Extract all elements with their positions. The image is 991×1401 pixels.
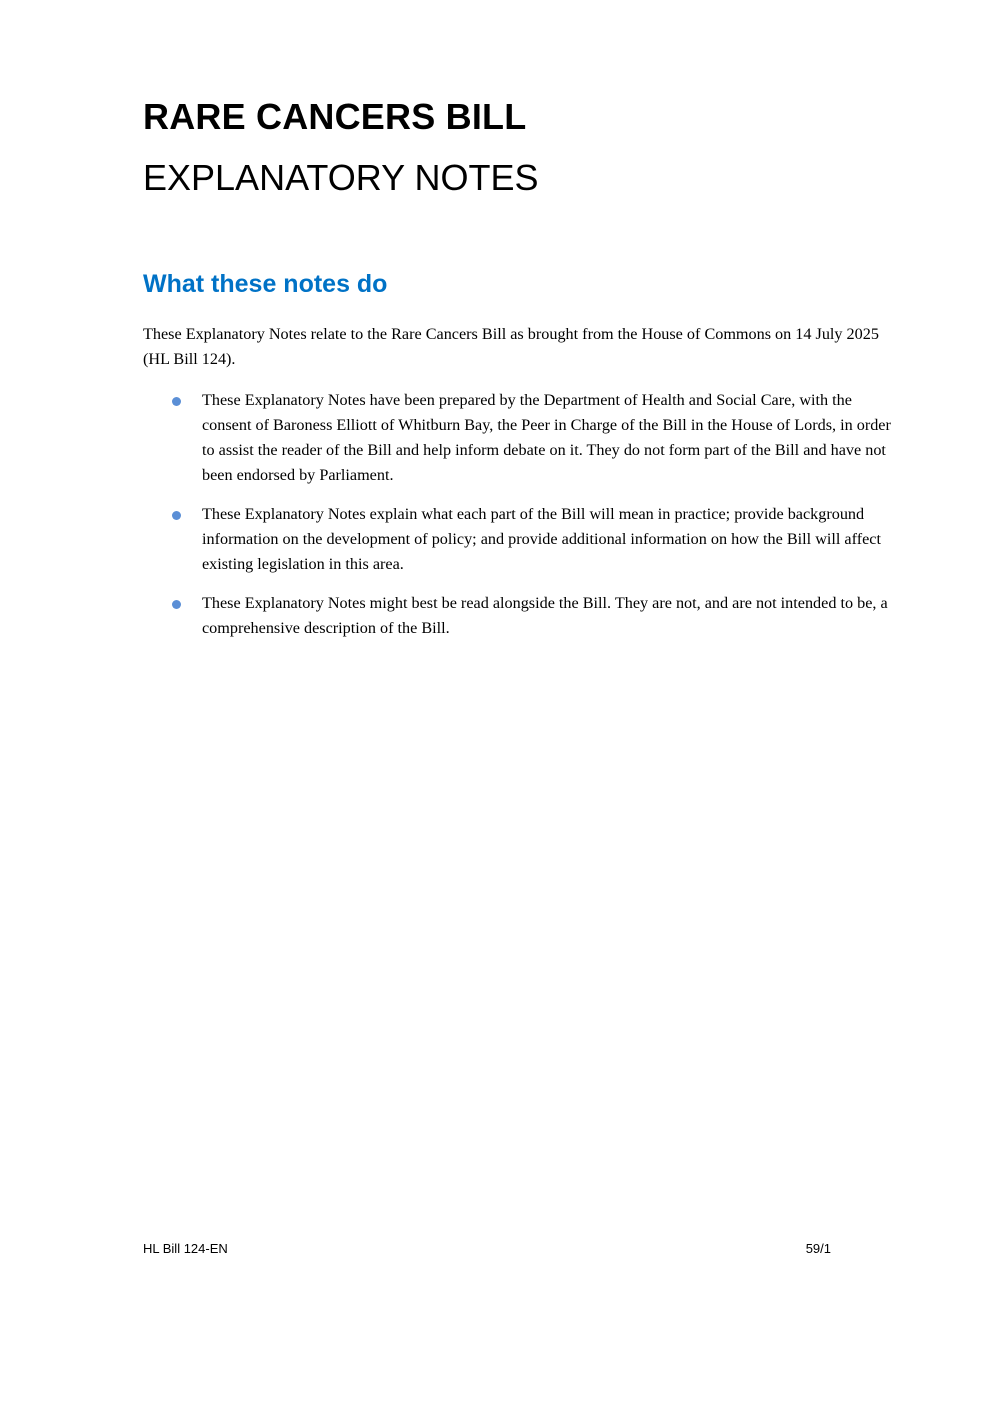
bullet-item bbox=[143, 388, 903, 488]
bullet-text: These Explanatory Notes might best be read alongside the Bill. They are not, and are not intended to be, a comprehensive description of the Bill. bbox=[202, 594, 888, 637]
bullet-text: These Explanatory Notes explain what each part of the Bill will mean in practice; provide background information on the development of policy; and provide additional information on how the Bill will affect existing legislation in this area. bbox=[202, 505, 881, 573]
bullet-dot-icon bbox=[172, 511, 181, 520]
bullet-list bbox=[143, 388, 903, 655]
section-heading: What these notes do bbox=[143, 270, 388, 298]
footer-bill-reference: HL Bill 124-EN bbox=[143, 1241, 228, 1256]
bullet-dot-icon bbox=[172, 600, 181, 609]
bullet-item bbox=[143, 591, 903, 641]
bullet-item bbox=[143, 502, 903, 577]
document-subtitle: EXPLANATORY NOTES bbox=[143, 157, 539, 198]
bullet-dot-icon bbox=[172, 397, 181, 406]
bullet-text: These Explanatory Notes have been prepared by the Department of Health and Social Care, with the consent of Baroness Elliott of Whitburn Bay, the Peer in Charge of the Bill in the House of Lords, in order to assist the reader of the Bill and help inform debate on it. They do not form part of the Bill and have not been endorsed by Parliament. bbox=[202, 391, 891, 484]
intro-paragraph: These Explanatory Notes relate to the Rare Cancers Bill as brought from the House of Commons on 14 July 2025 (HL Bill 124). bbox=[143, 325, 879, 368]
document-title: RARE CANCERS BILL bbox=[143, 96, 527, 137]
footer-page-code: 59/1 bbox=[805, 1241, 831, 1256]
